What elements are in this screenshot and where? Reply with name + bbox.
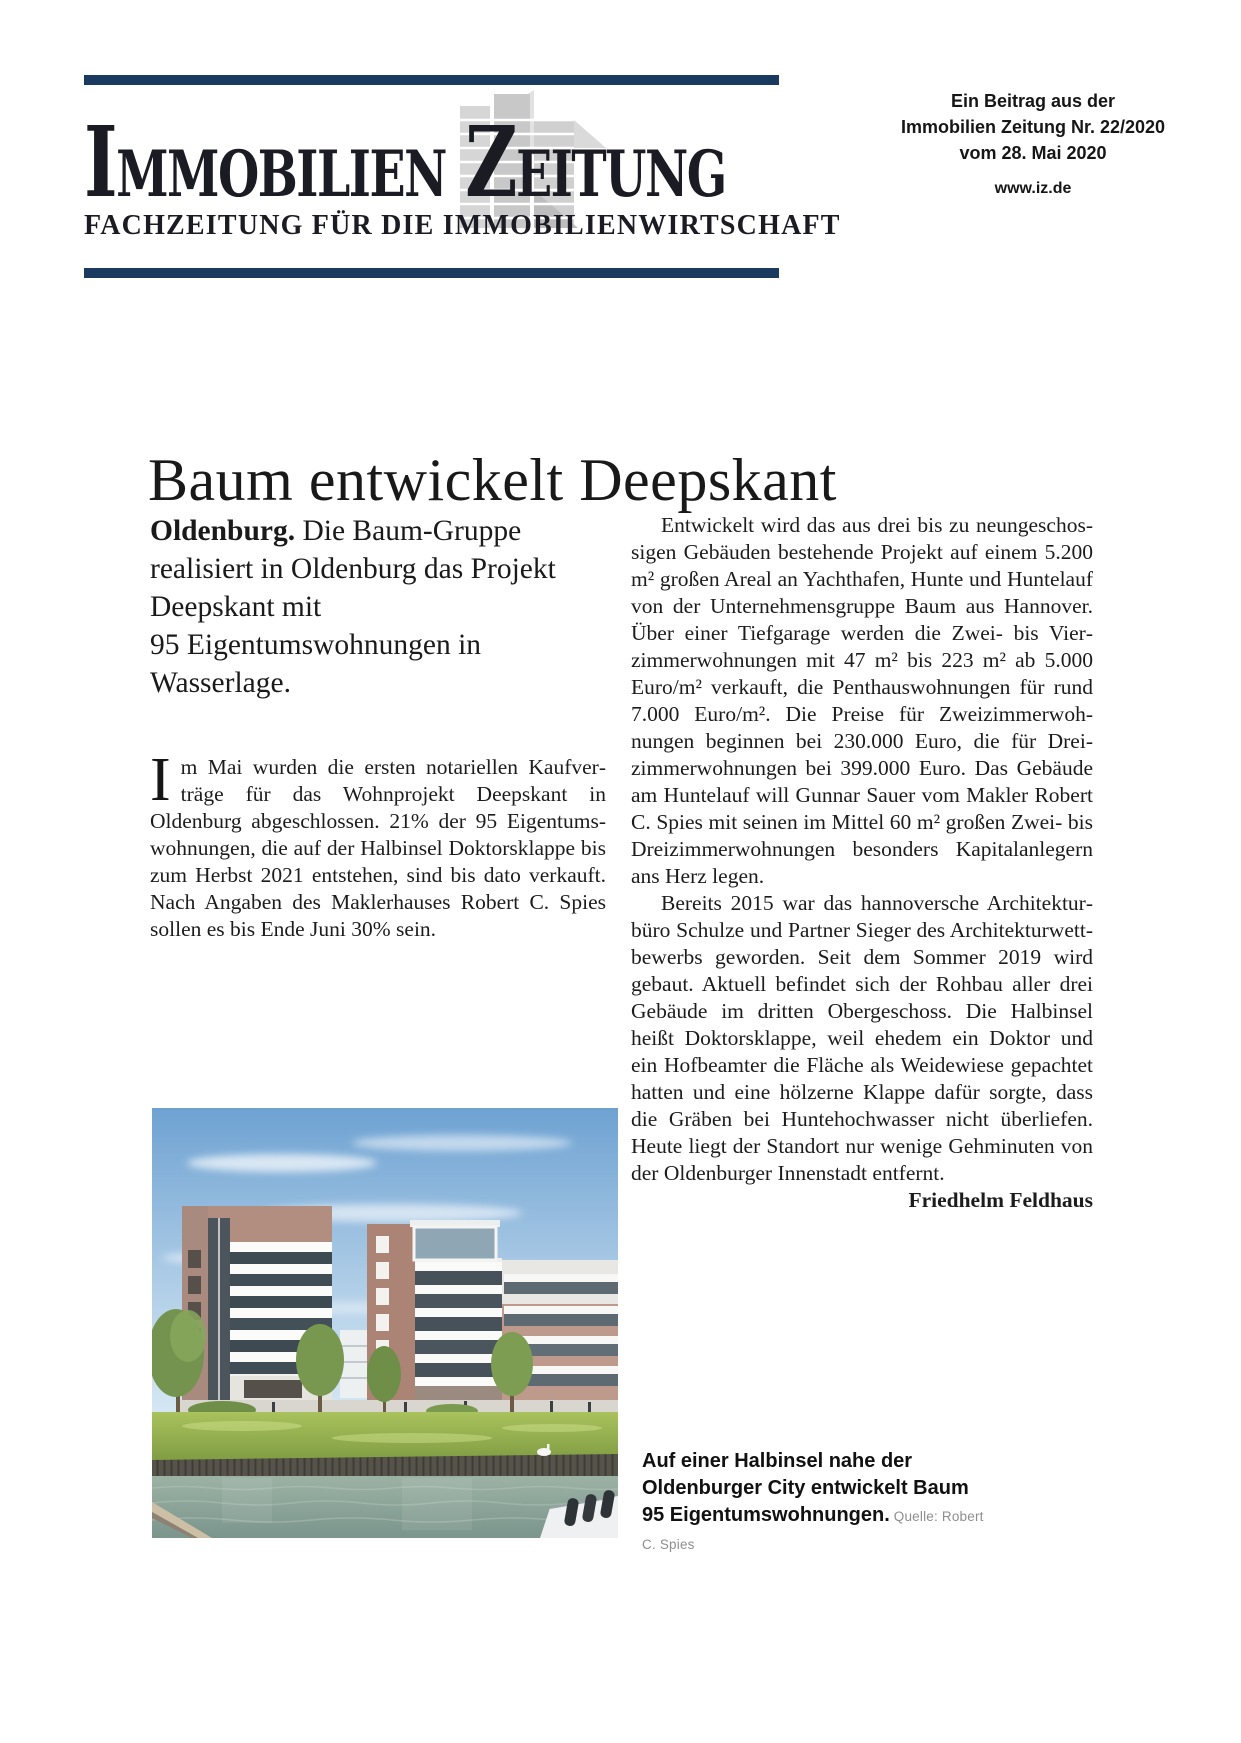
author-byline: Friedhelm Feldhaus bbox=[908, 1188, 1093, 1212]
issue-note-line1: Ein Beitrag aus der bbox=[950, 91, 1116, 111]
issue-note-line2: Immobilien Zeitung Nr. 22/2020 bbox=[900, 117, 1166, 137]
caption-text: Auf einer Halbinsel nahe der Oldenburger City entwickelt Baum 95 Eigentumswohnungen. bbox=[642, 1450, 969, 1526]
logo-word-zeitung: ZEITUNG bbox=[465, 105, 726, 219]
paragraph-text: Bereits 2015 war das hannoversche Architekturbüro Schulze und Partner Sieger des Architekturwettbewerbs geworden. Seit dem Sommer 2019 wird gebaut. Aktuell befindet sich der Rohbau aller drei Gebäude im dritten Obergeschoss. Die Halbinsel heißt Doktorsklappe, weil ehedem ein Doktor und ein Hofbeamter die Fläche als Weidewiese gepachtet hatten und eine hölzerne Klappe dafür sorgte, dass die Gräben bei Huntehochwasser nicht überliefen. Heute liegt der Standort nur wenige Gehminuten von der Oldenburger Innenstadt entfernt. bbox=[631, 891, 1093, 1185]
article-column-right bbox=[631, 512, 1093, 1214]
lead-location: Oldenburg. bbox=[150, 515, 296, 547]
masthead-rule-top bbox=[84, 75, 779, 85]
article-photo bbox=[152, 1108, 618, 1538]
lead-text: Die Baum-Gruppe realisiert in Oldenburg das Projekt Deepskant mit 95 Eigentumswohnungen in Wasserlage. bbox=[150, 515, 556, 699]
article-column-left bbox=[150, 512, 606, 943]
issue-note-line3: vom 28. Mai 2020 bbox=[959, 143, 1107, 163]
caption-source: Quelle: Robert C. Spies bbox=[642, 1509, 984, 1552]
masthead-logo bbox=[84, 105, 726, 225]
photo-caption bbox=[642, 1448, 990, 1558]
dropcap: I bbox=[150, 746, 171, 814]
rendering-waterfront-buildings bbox=[152, 1108, 618, 1538]
logo-word-immobilien: IMMOBILIEN bbox=[84, 105, 446, 219]
website-url: www.iz.de bbox=[994, 180, 1072, 197]
masthead-subtitle: FACHZEITUNG FÜR DIE IMMOBILIENWIRTSCHAFT bbox=[84, 210, 841, 241]
article-paragraph: Entwickelt wird das aus drei bis zu neungeschossigen Gebäuden bestehende Projekt auf einem 5.200 m² großen Areal an Yachthafen, Hunte und Huntelauf von der Unternehmensgruppe Baum aus Hannover. Über einer Tiefgarage werden die Zwei- bis Vierzimmerwohnungen mit 47 m² bis 223 m² ab 5.000 Euro/m² verkauft, die Penthauswohnungen für rund 7.000 Euro/m². Die Preise für Zweizimmerwohnungen beginnen bei 230.000 Euro, die für Dreizimmerwohnungen bei 399.000 Euro. Das Gebäude am Huntelauf will Gunnar Sauer vom Makler Robert C. Spies mit seinen im Mittel 60 m² großen Zwei- bis Dreizimmerwohnungen besonders Kapitalanlegern ans Herz legen. bbox=[631, 513, 1093, 888]
article-intro-paragraph bbox=[150, 746, 606, 943]
intro-text: m Mai wurden die ersten notariellen Kaufverträge für das Wohnprojekt Deepskant in Oldenburg abgeschlossen. 21% der 95 Eigentumswohnungen, die auf der Halbinsel Doktorsklappe bis zum Herbst 2021 entstehen, sind bis dato verkauft. Nach Angaben des Maklerhauses Robert C. Spies sollen es bis Ende Juni 30% sein. bbox=[150, 755, 606, 941]
masthead-rule-bottom bbox=[84, 268, 779, 278]
article-paragraph bbox=[631, 890, 1093, 1212]
article-lead bbox=[150, 512, 574, 702]
issue-note bbox=[883, 88, 1183, 166]
article-headline: Baum entwickelt Deepskant bbox=[148, 447, 837, 514]
